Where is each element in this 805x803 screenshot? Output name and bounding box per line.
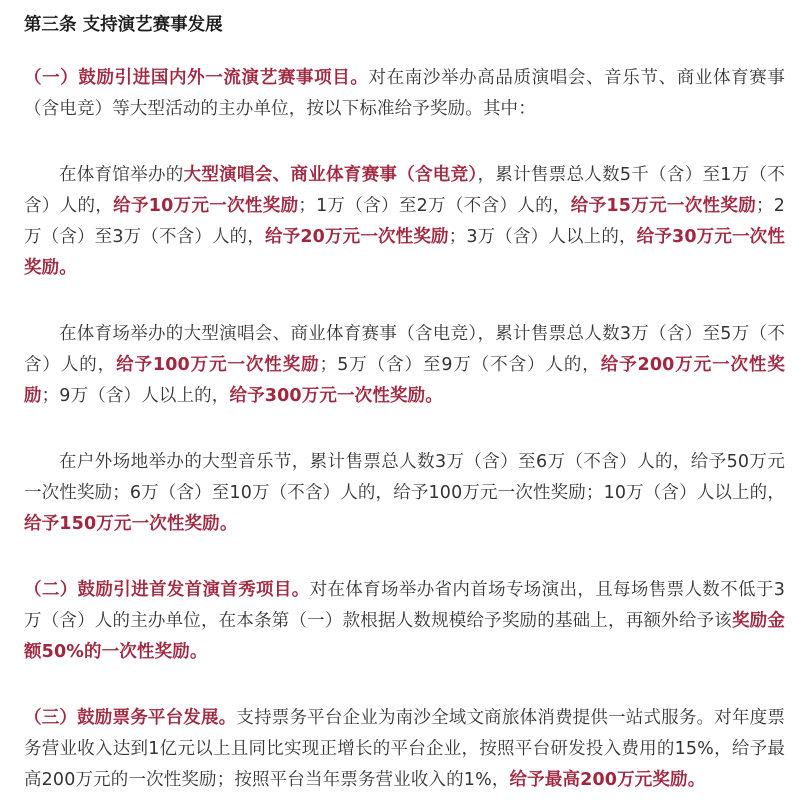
body-text: 在户外场地举办的大型音乐节，累计售票总人数3万（含）至6万（不含）人的，给予50万元一次性奖励；6万（含）至10万（不含）人的，给予100万元一次性奖励；10万（含）人以上的，: [24, 452, 785, 503]
body-text: 在体育场举办的大型演唱会、商业体育赛事（含电竞），累计售票总人数3万（含）至5万（不含）人的，: [24, 324, 785, 375]
body-text: ；3万（含）人以上的，: [448, 227, 637, 247]
highlighted-text: 给予30万元一次性奖励。: [24, 227, 785, 278]
body-text: ，累计售票总人数5千（含）至1万（不含）人的，: [24, 165, 785, 216]
highlighted-text: （一）鼓励引进国内外一流演艺赛事项目。: [24, 68, 369, 88]
body-text: 对在体育场举办省内首场专场演出，且每场售票人数不低于3万（含）人的主办单位，在本条第（一）款根据人数规模给予奖励的基础上，再额外给予该: [24, 580, 785, 631]
highlighted-text: 奖励金额50%的一次性奖励。: [24, 611, 786, 662]
article-paragraph: [24, 447, 785, 540]
body-text: ；5万（含）至9万（不含）人的，: [319, 355, 601, 375]
article-title: 第三条 支持演艺赛事发展: [24, 15, 223, 35]
highlighted-text: 给予10万元一次性奖励: [113, 196, 299, 216]
article-paragraph: [24, 575, 785, 668]
highlighted-text: 给予300万元一次性奖励。: [229, 386, 443, 406]
highlighted-text: 大型演唱会、商业体育赛事（含电竞）: [183, 165, 478, 185]
body-text: ；2万（含）至3万（不含）人的，: [24, 196, 785, 247]
body-text: 在体育馆举办的: [59, 165, 184, 185]
highlighted-text: （三）鼓励票务平台发展。: [24, 708, 237, 728]
article-paragraph: [24, 319, 785, 412]
highlighted-text: 给予20万元一次性奖励: [265, 227, 449, 247]
article-body: [24, 63, 785, 796]
body-text: ；9万（含）人以上的，: [41, 386, 230, 406]
highlighted-text: 给予15万元一次性奖励: [570, 196, 757, 216]
highlighted-text: 给予200万元一次性奖励: [24, 355, 785, 406]
highlighted-text: 给予100万元一次性奖励: [116, 355, 320, 375]
article-paragraph: [24, 703, 785, 796]
highlighted-text: 给予最高200万元奖励。: [509, 770, 706, 790]
article-paragraph: [24, 63, 785, 125]
highlighted-text: （二）鼓励引进首发首演首秀项目。: [24, 580, 310, 600]
highlighted-text: 给予150万元一次性奖励。: [24, 514, 238, 534]
article-paragraph: [24, 160, 785, 284]
body-text: 对在南沙举办高品质演唱会、音乐节、商业体育赛事（含电竞）等大型活动的主办单位，按以下标准给予奖励。其中：: [24, 68, 785, 119]
body-text: 支持票务平台企业为南沙全域文商旅体消费提供一站式服务。对年度票务营业收入达到1亿元以上且同比实现正增长的平台企业，按照平台研发投入费用的15%，给予最高200万元的一次性奖励；按照平台当年票务营业收入的1%，: [24, 708, 785, 790]
body-text: ；1万（含）至2万（不含）人的，: [298, 196, 571, 216]
